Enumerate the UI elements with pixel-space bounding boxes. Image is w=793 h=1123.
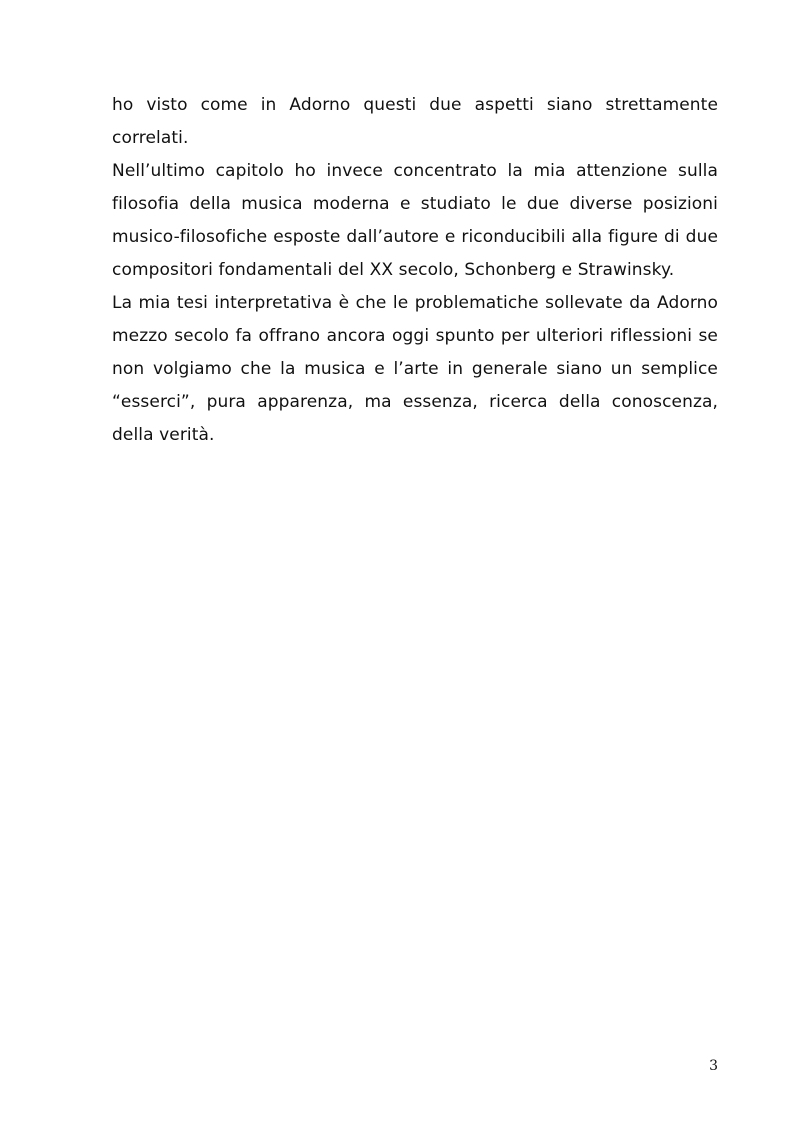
paragraph-3: La mia tesi interpretativa è che le problematiche sollevate da Adorno mezzo secolo fa offrano ancora oggi spunto per ulteriori riflessioni se non volgiamo che la musica e l’arte in generale siano un semplice “esserci”, pura apparenza, ma essenza, ricerca della conoscenza, della verità.: [112, 293, 718, 445]
paragraph-2: Nell’ultimo capitolo ho invece concentrato la mia attenzione sulla filosofia della musica moderna e studiato le due diverse posizioni musico-filosofiche esposte dall’autore e riconducibili alla figure di due compositori fondamentali del XX secolo, Schonberg e Strawinsky.: [112, 161, 718, 280]
page-number: 3: [709, 1058, 718, 1074]
body-text: [112, 89, 718, 452]
paragraph-1: ho visto come in Adorno questi due aspetti siano strettamente correlati.: [112, 95, 718, 148]
